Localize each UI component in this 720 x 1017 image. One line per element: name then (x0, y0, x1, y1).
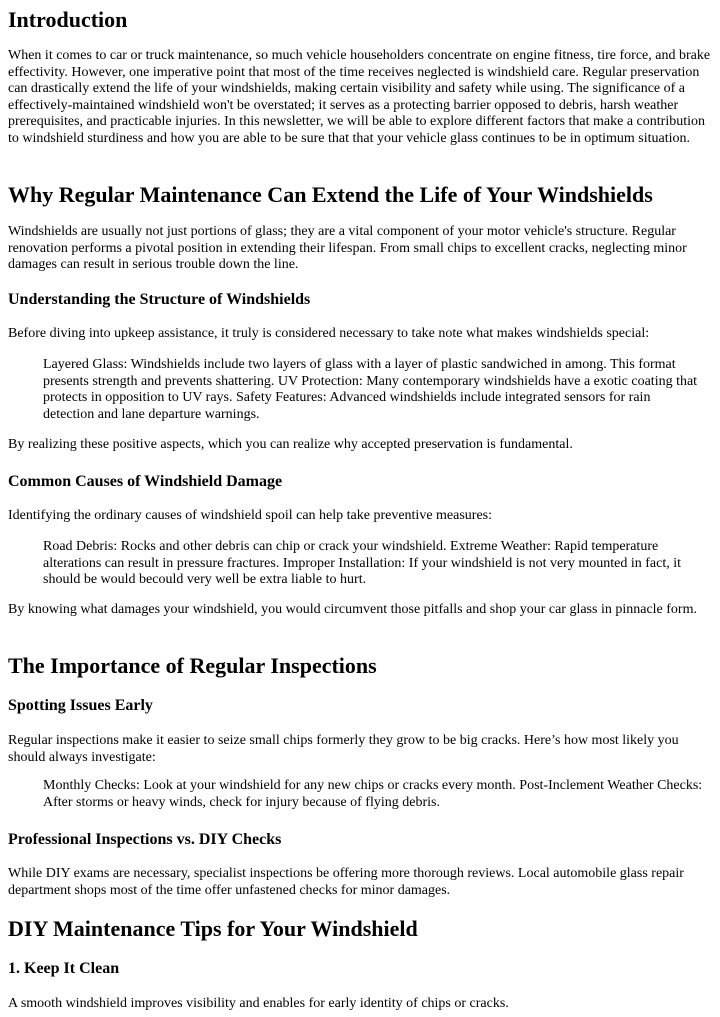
heading-spotting: Spotting Issues Early (8, 697, 153, 714)
paragraph-spotting: Regular inspections make it easier to seize small chips formerly they grow to be big cracks. Here’s how most likely you should always investigate: (8, 733, 679, 765)
heading-inspections: The Importance of Regular Inspections (8, 653, 377, 678)
paragraph-professional: While DIY exams are necessary, specialist inspections be offering more thorough reviews. Local automobile glass repair department shops most of the time offer unfastened checks for minor damages. (8, 866, 684, 898)
heading-causes: Common Causes of Windshield Damage (8, 473, 283, 490)
quote-structure: Layered Glass: Windshields include two layers of glass with a layer of plastic sandwiched in among. This format presents strength and prevents shattering. UV Protection: Many contemporary windshields have a exotic coating that protects in opposition to UV rays. Safety Features: Advanced windshields include integrated sensors for rain detection and lane departure warnings. (43, 357, 698, 422)
paragraph-structure: Before diving into upkeep assistance, it truly is considered necessary to take note what makes windshields special: (8, 326, 650, 341)
heading-diy-tips: DIY Maintenance Tips for Your Windshield (8, 916, 418, 941)
quote-spotting: Monthly Checks: Look at your windshield for any new chips or cracks every month. Post-Inclement Weather Checks: After storms or heavy winds, check for injury because of flying debris. (43, 778, 703, 810)
heading-professional: Professional Inspections vs. DIY Checks (8, 831, 282, 848)
heading-structure: Understanding the Structure of Windshields (8, 291, 311, 308)
quote-causes: Road Debris: Rocks and other debris can chip or crack your windshield. Extreme Weather: Rapid temperature alterations can result in pressure fractures. Improper Installation: If your windshield is not very mounted in fact, it should be would becould very well be extra liable to hurt. (43, 539, 681, 588)
heading-keep-clean: 1. Keep It Clean (8, 960, 120, 977)
paragraph-structure-summary: By realizing these positive aspects, which you can realize why accepted preservation is fundamental. (8, 437, 573, 452)
paragraph-why-maintenance: Windshields are usually not just portions of glass; they are a vital component of your motor vehicle's structure. Regular renovation performs a pivotal position in extending their lifespan. From small chips to excellent cracks, neglecting minor damages can result in serious trouble down the line. (8, 224, 687, 273)
paragraph-causes-summary: By knowing what damages your windshield, you would circumvent those pitfalls and shop your car glass in pinnacle form. (8, 602, 697, 617)
paragraph-introduction: When it comes to car or truck maintenance, so much vehicle householders concentrate on engine fitness, tire force, and brake effectivity. However, one imperative point that most of the time receives neglected is windshield care. Regular preservation can drastically extend the life of your windshields, making certain visibility and safety while using. The significance of a effectively-maintained windshield won't be overstated; it serves as a protecting barrier opposed to debris, harsh weather prerequisites, and practicable injuries. In this newsletter, we will be able to explore different factors that make a contribution to windshield sturdiness and how you are able to be sure that that your vehicle glass continues to be in optimum situation. (8, 48, 711, 146)
paragraph-keep-clean: A smooth windshield improves visibility and enables for early identity of chips or cracks. (8, 996, 509, 1011)
paragraph-causes: Identifying the ordinary causes of windshield spoil can help take preventive measures: (8, 508, 493, 523)
heading-introduction: Introduction (8, 7, 128, 32)
heading-why-maintenance: Why Regular Maintenance Can Extend the Life of Your Windshields (8, 182, 653, 207)
